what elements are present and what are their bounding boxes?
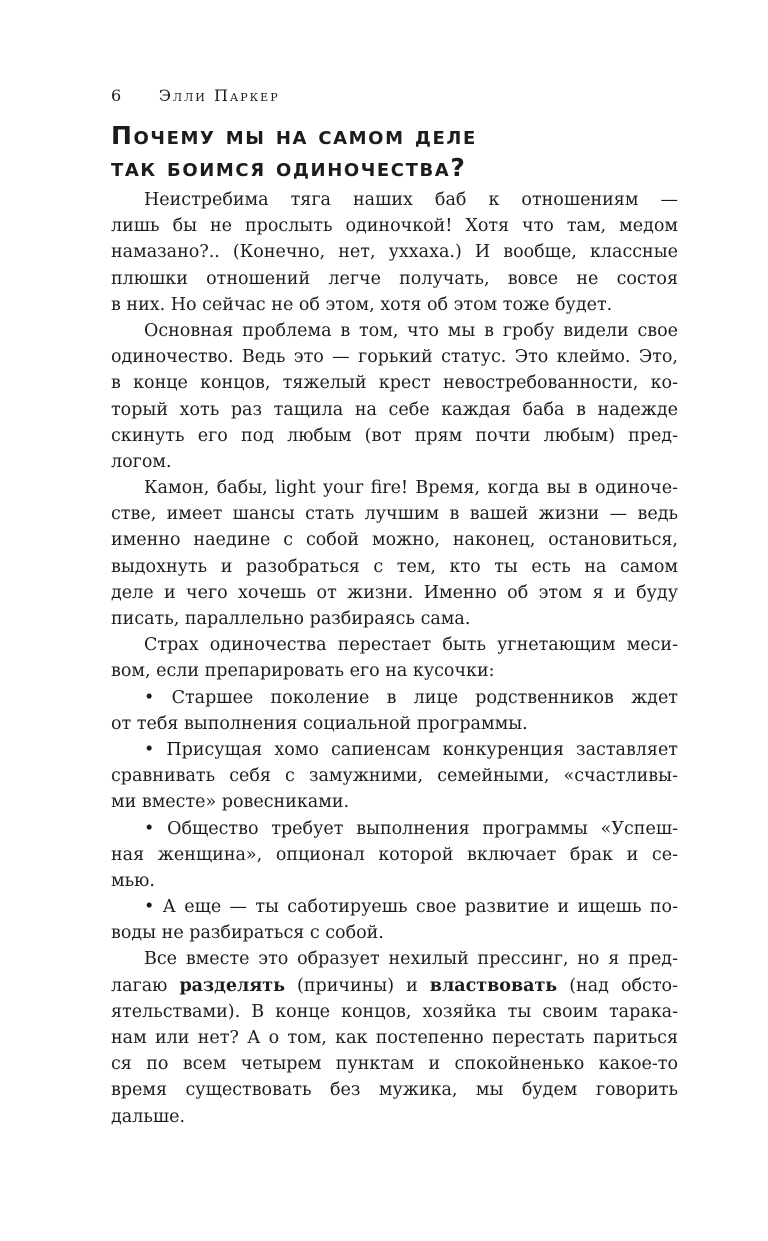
text-line: ная женщина», опционал которой включает брак и се- [111,844,678,865]
text-line: логом. [111,451,172,472]
text-line: одиночество. Ведь это — горький статус. Это клеймо. Это, [111,347,678,368]
text-line: • А еще — ты саботируешь свое развитие и ищешь по- [144,897,678,918]
text-line: скинуть его под любым (вот прям почти любым) пред- [111,425,678,446]
paragraph-1 [111,187,678,318]
body-text [111,187,678,1130]
text-line: деле и чего хочешь от жизни. Именно об этом я и буду [111,582,678,603]
chapter-title-line-2: так боимся одиночества? [111,153,467,182]
text-line: в конце концов, тяжелый крест невостребованности, ко- [111,373,678,394]
text-line: сравнивать себя с замужними, семейными, «счастливы- [111,766,678,787]
list-item [111,685,678,737]
paragraph-2 [111,318,678,475]
text-line: Страх одиночества перестает быть угнетающим меси- [144,635,678,656]
text-run: (причины) и [284,975,430,996]
text-line: ятельствами). В конце концов, хозяйка ты своим тарака- [111,1001,678,1022]
bullet-list [111,685,678,947]
text-line: выдохнуть и разобраться с тем, кто ты есть на самом [111,556,678,577]
text-line: Основная проблема в том, что мы в гробу видели свое [144,320,678,341]
text-line: в них. Но сейчас не об этом, хотя об этом тоже будет. [111,294,613,315]
text-line: торый хоть раз тащила на себе каждая баба в надежде [111,399,678,420]
running-head-author: Элли Паркер [158,86,280,105]
text-line: • Присущая хомо сапиенсам конкуренция заставляет [144,739,678,760]
text-line: Все вместе это образует нехилый прессинг, но я пред- [144,949,678,970]
text-line: • Общество требует выполнения программы «Успеш- [144,818,678,839]
text-line: дальше. [111,1106,186,1127]
paragraph-3 [111,475,678,632]
paragraph-5 [111,946,678,1129]
list-item [111,737,678,816]
text-line: стве, имеет шансы стать лучшим в вашей жизни — ведь [111,504,678,525]
text-line: нам или нет? А о том, как постепенно перестать париться [111,1028,678,1048]
text-line: лишь бы не прослыть одиночкой! Хотя что там, медом [111,216,678,237]
text-line: ся по всем четырем пунктам и спокойненько какое-то [111,1054,678,1075]
page-number: 6 [111,86,123,105]
chapter-title-line-1: Почему мы на самом деле [111,121,477,150]
paragraph-4 [111,632,678,684]
text-line: именно наедине с собой можно, наконец, остановиться, [111,530,678,551]
text-line: плюшки отношений легче получать, вовсе не состоя [111,268,678,289]
emphasis-conquer: властвовать [429,975,558,996]
text-line: вом, если препарировать его на кусочки: [111,661,495,682]
text-line-with-emphasis [111,973,678,999]
text-line: писать, параллельно разбираясь сама. [111,609,471,629]
text-line: от тебя выполнения социальной программы. [111,713,528,734]
text-run: лагаю [111,975,180,996]
text-line: воды не разбираться с собой. [111,923,384,944]
list-item [111,894,678,946]
list-item [111,816,678,895]
text-line: • Старшее поколение в лице родственников ждет [144,687,678,708]
text-line: ми вместе» ровесниками. [111,792,350,813]
text-line: намазано?.. (Конечно, нет, уххаха.) И вообще, классные [111,242,678,263]
chapter-title [111,120,671,184]
emphasis-divide: разделять [179,975,285,996]
text-line: время существовать без мужика, мы будем говорить [111,1080,678,1101]
text-line: мью. [111,870,155,891]
text-line: Камон, бабы, light your fire! Время, когда вы в одиноче- [144,478,678,499]
text-run: (над обсто- [557,975,678,996]
running-head [111,86,280,105]
text-line: Неистребима тяга наших баб к отношениям — [144,190,678,210]
